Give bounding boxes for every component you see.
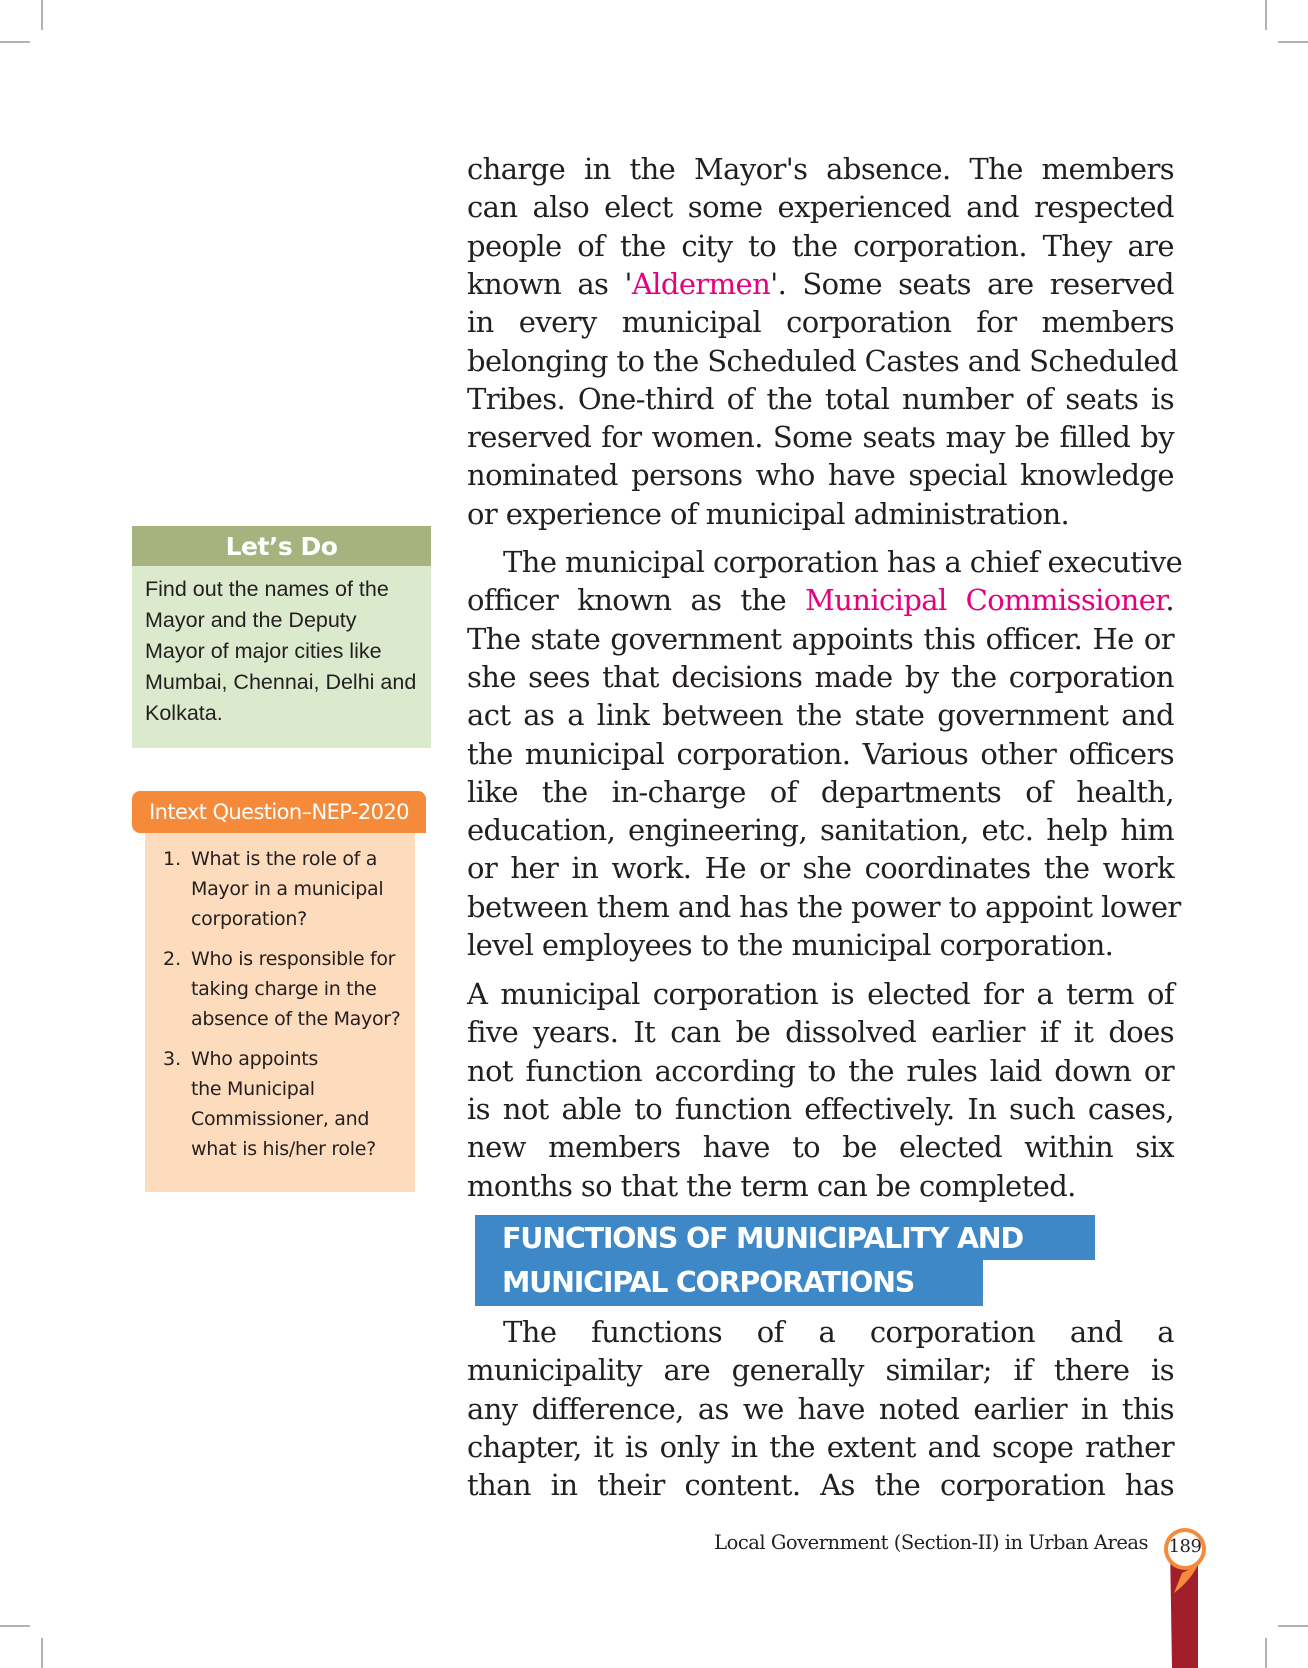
question-line: Who appoints [191, 1048, 318, 1070]
text-line: or experience of municipal administration. [467, 496, 1070, 531]
question-line: Who is responsible for [191, 948, 396, 970]
text-line: any difference, as we have noted earlier in this [467, 1391, 1174, 1426]
highlight-term-aldermen: Aldermen [631, 266, 771, 301]
crop-mark [1265, 1638, 1267, 1668]
text-line: in every municipal corporation for members [467, 305, 1174, 340]
text-line: known as 'Aldermen'. Some seats are reserved [467, 266, 1174, 301]
text-line: Tribes. One-third of the total number of seats is [467, 381, 1174, 416]
lets-do-line: Kolkata. [145, 701, 223, 725]
text-line: act as a link between the state government and [467, 698, 1174, 733]
text-line: is not able to function effectively. In such cases, [467, 1091, 1174, 1126]
question-number: 1. [163, 848, 182, 870]
question-line: corporation? [191, 908, 307, 930]
highlight-term-municipal-commissioner: Municipal Commissioner [805, 583, 1166, 618]
text-line: charge in the Mayor's absence. The members [467, 152, 1174, 186]
text-line: she sees that decisions made by the corporation [467, 659, 1174, 694]
text-line: five years. It can be dissolved earlier if it does [467, 1015, 1174, 1050]
question-line: What is the role of a [191, 848, 378, 870]
lets-do-line: Mumbai, Chennai, Delhi and [145, 670, 417, 694]
section-heading: FUNCTIONS OF MUNICIPALITY AND [502, 1222, 1023, 1255]
crop-mark [1278, 41, 1308, 43]
lets-do-box [132, 526, 431, 748]
text-line: can also elect some experienced and respected [467, 190, 1174, 225]
text-line: belonging to the Scheduled Castes and Scheduled [467, 343, 1178, 378]
question-number: 3. [163, 1048, 182, 1070]
text-line: or her in work. He or she coordinates the work [467, 851, 1174, 886]
lets-do-title: Let’s Do [132, 526, 431, 566]
crop-mark [41, 0, 43, 30]
crop-mark [0, 1625, 30, 1627]
text-line: The municipal corporation has a chief executive [503, 545, 1183, 579]
text-line: not function according to the rules laid down or [467, 1053, 1174, 1088]
question-line: taking charge in the [191, 978, 377, 1000]
crop-mark [0, 41, 30, 43]
text-line: like the in-charge of departments of health, [467, 774, 1174, 809]
text-line: between them and has the power to appoint lower [467, 889, 1181, 924]
question-number: 2. [163, 948, 182, 970]
footer-chapter-title: Local Government (Section-II) in Urban Areas [714, 1531, 1148, 1554]
text-line: officer known as the Municipal Commissioner. [467, 583, 1174, 618]
text-line: months so that the term can be completed. [467, 1168, 1076, 1203]
question-line: Commissioner, and [191, 1108, 370, 1130]
crop-mark [41, 1638, 43, 1668]
text-line: chapter, it is only in the extent and scope rather [467, 1429, 1174, 1464]
text-line: The functions of a corporation and a [503, 1315, 1174, 1349]
text-line: level employees to the municipal corporation. [467, 928, 1114, 962]
text-line: A municipal corporation is elected for a term of [467, 977, 1174, 1011]
lets-do-line: Find out the names of the [145, 577, 389, 601]
crop-mark [1265, 0, 1267, 30]
text-line: municipality are generally similar; if there is [467, 1353, 1174, 1388]
text-line: people of the city to the corporation. They are [467, 228, 1174, 263]
text-line: the municipal corporation. Various other officers [467, 736, 1174, 771]
lets-do-line: Mayor and the Deputy [145, 608, 357, 632]
text-line: than in their content. As the corporation has [467, 1468, 1174, 1503]
question-line: Mayor in a municipal [191, 878, 384, 900]
text-line: nominated persons who have special knowledge [467, 458, 1174, 493]
text-line: new members have to be elected within six [467, 1130, 1174, 1165]
text-line: reserved for women. Some seats may be filled by [467, 420, 1174, 455]
intext-question-title: Intext Question–NEP-2020 [132, 791, 426, 833]
text-line: The state government appoints this officer. He or [467, 621, 1174, 656]
question-line: what is his/her role? [191, 1138, 376, 1160]
section-heading: MUNICIPAL CORPORATIONS [502, 1266, 915, 1299]
question-line: absence of the Mayor? [191, 1008, 401, 1030]
question-line: the Municipal [191, 1078, 315, 1100]
page-number: 189 [1168, 1536, 1202, 1557]
text-line: education, engineering, sanitation, etc. help him [467, 813, 1174, 848]
crop-mark [1278, 1625, 1308, 1627]
lets-do-line: Mayor of major cities like [145, 639, 382, 663]
